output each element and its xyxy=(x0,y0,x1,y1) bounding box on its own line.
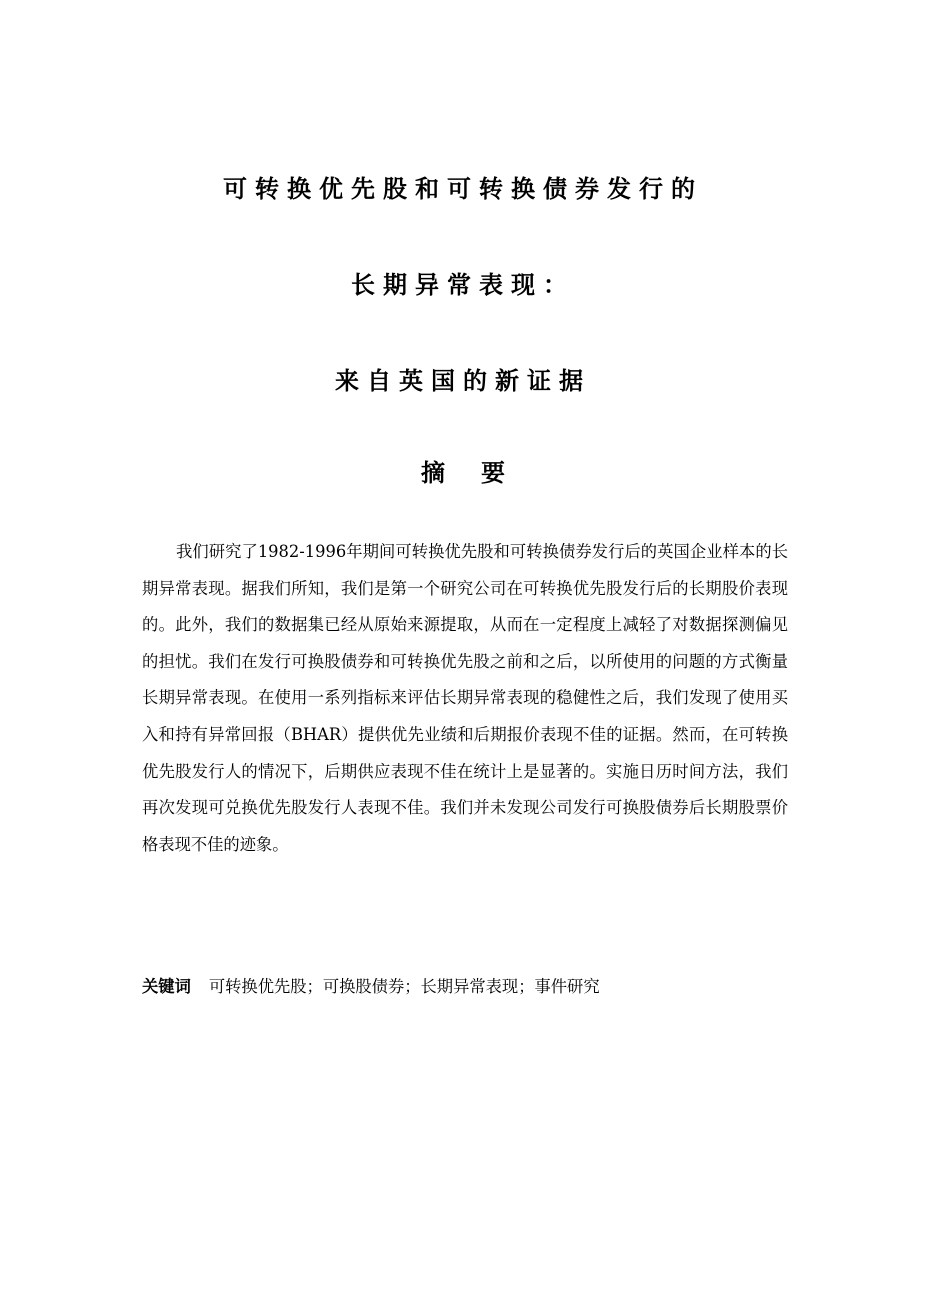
title-line-1: 可转换优先股和可转换债券发行的 xyxy=(223,175,703,203)
keywords-text: 可转换优先股；可换股债券；长期异常表现；事件研究 xyxy=(208,977,600,996)
abstract-heading-char-1: 摘 xyxy=(421,459,445,487)
abstract-body: 我们研究了1982-1996年期间可转换优先股和可转换债券发行后的英国企业样本的长期异常表现。据我们所知，我们是第一个研究公司在可转换优先股发行后的长期股价表现的。此外，我们的数据集已经从原始来源提取，从而在一定程度上减轻了对数据探测偏见的担忧。我们在发行可换股债券和可转换优先股之前和之后，以所使用的问题的方式衡量长期异常表现。在使用一系列指标来评估长期异常表现的稳健性之后，我们发现了使用买入和持有异常回报（BHAR）提供优先业绩和后期报价表现不佳的证据。然而，在可转换优先股发行人的情况下，后期供应表现不佳在统计上是显著的。实施日历时间方法，我们再次发现可兑换优先股发行人表现不佳。我们并未发现公司发行可换股债券后长期股票价格表现不佳的迹象。 xyxy=(142,542,788,854)
title-line-2: 长期异常表现： xyxy=(351,271,575,299)
keywords-line xyxy=(142,973,842,1001)
abstract-heading-char-2: 要 xyxy=(481,459,505,487)
abstract-heading xyxy=(0,458,926,488)
title-line-3: 来自英国的新证据 xyxy=(335,367,591,395)
keywords-label: 关键词 xyxy=(142,977,191,996)
